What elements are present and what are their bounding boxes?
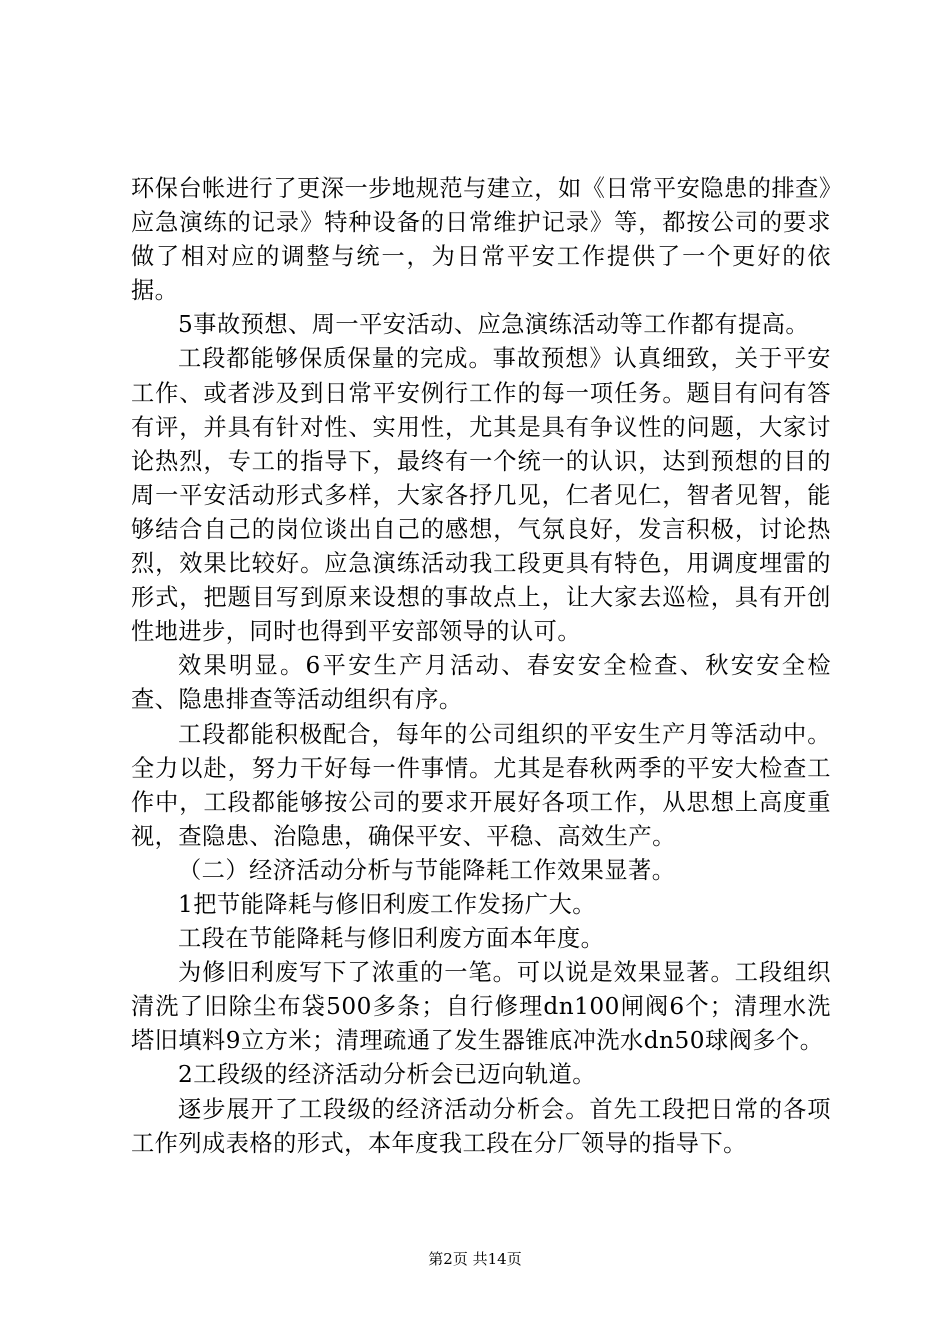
paragraph-3: 工段都能够保质保量的完成。事故预想》认真细致，关于平安工作、或者涉及到日常平安例行工作的每一项任务。题目有问有答有评，并具有针对性、实用性，尤其是具有争议性的问题，大家讨论热烈，专工的指导下，最终有一个统一的认识，达到预想的目的周一平安活动形式多样，大家各抒几见，仁者见仁，智者见智，能够结合自己的岗位谈出自己的感想，气氛良好，发言积极，讨论热烈，效果比较好。应急演练活动我工段更具有特色，用调度埋雷的形式，把题目写到原来设想的事故点上，让大家去巡检，具有开创性地进步，同时也得到平安部领导的认可。 bbox=[131, 345, 831, 646]
paragraph-8: 工段在节能降耗与修旧利废方面本年度。 bbox=[178, 925, 605, 953]
paragraph-7: 1把节能降耗与修旧利废工作发扬广大。 bbox=[178, 890, 596, 918]
page-footer: 第2页 共14页 bbox=[428, 1250, 522, 1268]
paragraph-4: 效果明显。6平安生产月活动、春安安全检查、秋安安全检查、隐患排查等活动组织有序。 bbox=[131, 652, 831, 714]
paragraph-10: 2工段级的经济活动分析会已迈向轨道。 bbox=[178, 1061, 596, 1089]
paragraph-1: 环保台帐进行了更深一步地规范与建立，如《日常平安隐患的排查》应急演练的记录》特种设备的日常维护记录》等，都按公司的要求做了相对应的调整与统一，为日常平安工作提供了一个更好的依据。 bbox=[131, 175, 831, 305]
paragraph-6: （二）经济活动分析与节能降耗工作效果显著。 bbox=[178, 856, 676, 884]
paragraph-2: 5事故预想、周一平安活动、应急演练活动等工作都有提高。 bbox=[178, 311, 810, 339]
paragraph-5: 工段都能积极配合，每年的公司组织的平安生产月等活动中。全力以赴，努力干好每一件事情。尤其是春秋两季的平安大检查工作中，工段都能够按公司的要求开展好各项工作，从思想上高度重视，查隐患、治隐患，确保平安、平稳、高效生产。 bbox=[131, 720, 831, 850]
paragraph-9: 为修旧利废写下了浓重的一笔。可以说是效果显著。工段组织清洗了旧除尘布袋500多条；自行修理dn100闸阀6个；清理水洗塔旧填料9立方米；清理疏通了发生器锥底冲洗水dn50球阀多个。 bbox=[131, 959, 831, 1055]
body-text bbox=[131, 172, 831, 1161]
paragraph-11: 逐步展开了工段级的经济活动分析会。首先工段把日常的各项工作列成表格的形式，本年度我工段在分厂领导的指导下。 bbox=[131, 1095, 831, 1157]
